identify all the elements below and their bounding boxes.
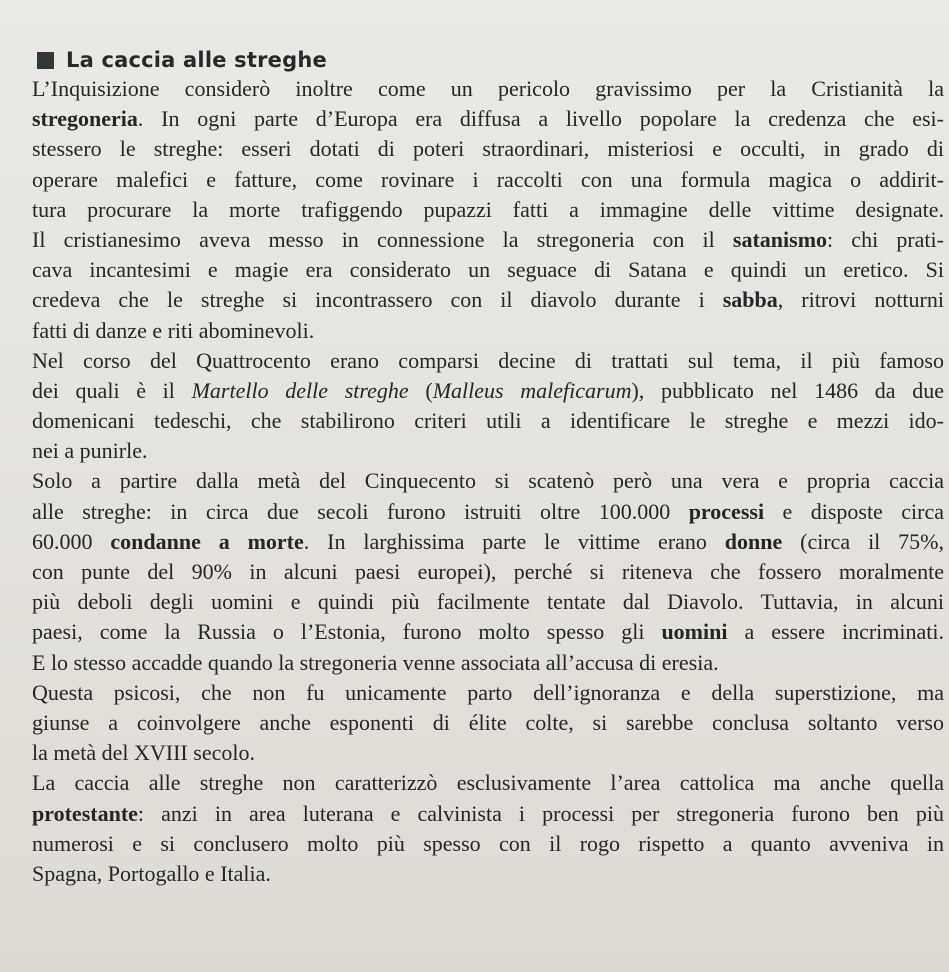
- bold-term: protestante: [32, 800, 138, 826]
- text-line: fatti di danze e riti abominevoli.: [32, 317, 315, 343]
- text-line: credeva che le streghe si incontrassero con il diavolo durante i sabba, ritrovi notturni: [32, 287, 944, 313]
- text-line: numerosi e si conclusero molto più spesso con il rogo rispetto a quanto avveniva in: [32, 830, 944, 856]
- bold-term: processi: [688, 498, 765, 524]
- section-heading: [37, 46, 327, 74]
- text-line: L’Inquisizione considerò inoltre come un pericolo gravissimo per la Cristianità la: [32, 76, 944, 101]
- text-line: nei a punirle.: [32, 438, 148, 464]
- text-line: stessero le streghe: esseri dotati di poteri straordinari, misteriosi e occulti, in grado di: [32, 136, 944, 162]
- square-bullet-icon: [37, 52, 54, 69]
- text-line: con punte del 90% in alcuni paesi europei), perché si riteneva che fossero moralmente: [32, 559, 944, 584]
- text-line: tura procurare la morte trafiggendo pupazzi fatti a immagine delle vittime designate.: [32, 196, 944, 222]
- text-line: stregoneria. In ogni parte d’Europa era diffusa a livello popolare la credenza che esi-: [32, 106, 944, 132]
- text-line: operare malefici e fatture, come rovinare i raccolti con una formula magica o addirit-: [32, 166, 944, 192]
- italic-title: Martello delle streghe: [191, 377, 409, 403]
- text-line: Il cristianesimo aveva messo in connessione la stregoneria con il satanismo: chi prati-: [32, 226, 944, 252]
- text-line: dei quali è il Martello delle streghe (Malleus maleficarum), pubblicato nel 1486 da due: [32, 377, 944, 403]
- bold-term: sabba: [722, 287, 778, 313]
- text-line: Spagna, Portogallo e Italia.: [32, 860, 271, 886]
- text-line: giunse a coinvolgere anche esponenti di élite colte, si sarebbe conclusa soltanto verso: [32, 709, 944, 735]
- text-line: Nel corso del Quattrocento erano comparsi decine di trattati sul tema, il più famoso: [32, 347, 944, 373]
- text-line: Solo a partire dalla metà del Cinquecento si scatenò però una vera e propria caccia: [32, 468, 944, 494]
- text-line: 60.000 condanne a morte. In larghissima parte le vittime erano donne (circa il 75%,: [32, 528, 944, 554]
- bold-term: condanne a morte: [110, 528, 304, 554]
- text-line: cava incantesimi e magie era considerato un seguace di Satana e quindi un eretico. Si: [32, 257, 944, 283]
- italic-title: Malleus maleficarum: [432, 377, 632, 403]
- section-title: La caccia alle streghe: [66, 48, 327, 72]
- text-line: La caccia alle streghe non caratterizzò esclusivamente l’area cattolica ma anche quella: [32, 770, 944, 796]
- text-line: protestante: anzi in area luterana e calvinista i processi per stregoneria furono ben più: [32, 800, 944, 826]
- text-line: Questa psicosi, che non fu unicamente parto dell’ignoranza e della superstizione, ma: [32, 679, 944, 705]
- bold-term: stregoneria: [32, 106, 138, 132]
- text-line: domenicani tedeschi, che stabilirono criteri utili a identificare le streghe e mezzi ido-: [32, 408, 944, 434]
- text-line: la metà del XVIII secolo.: [32, 740, 255, 766]
- text-line: alle streghe: in circa due secoli furono istruiti oltre 100.000 processi e disposte circa: [32, 498, 944, 524]
- text-line: E lo stesso accadde quando la stregoneria venne associata all’accusa di eresia.: [32, 649, 719, 675]
- text-line: paesi, come la Russia o l’Estonia, furono molto spesso gli uomini a essere incriminati.: [32, 619, 944, 645]
- text-line: più deboli degli uomini e quindi più facilmente tentate dal Diavolo. Tuttavia, in alcuni: [32, 589, 944, 615]
- bold-term: donne: [724, 528, 783, 554]
- body-text: [32, 74, 944, 889]
- bold-term: satanismo: [732, 226, 828, 252]
- bold-term: uomini: [661, 619, 728, 645]
